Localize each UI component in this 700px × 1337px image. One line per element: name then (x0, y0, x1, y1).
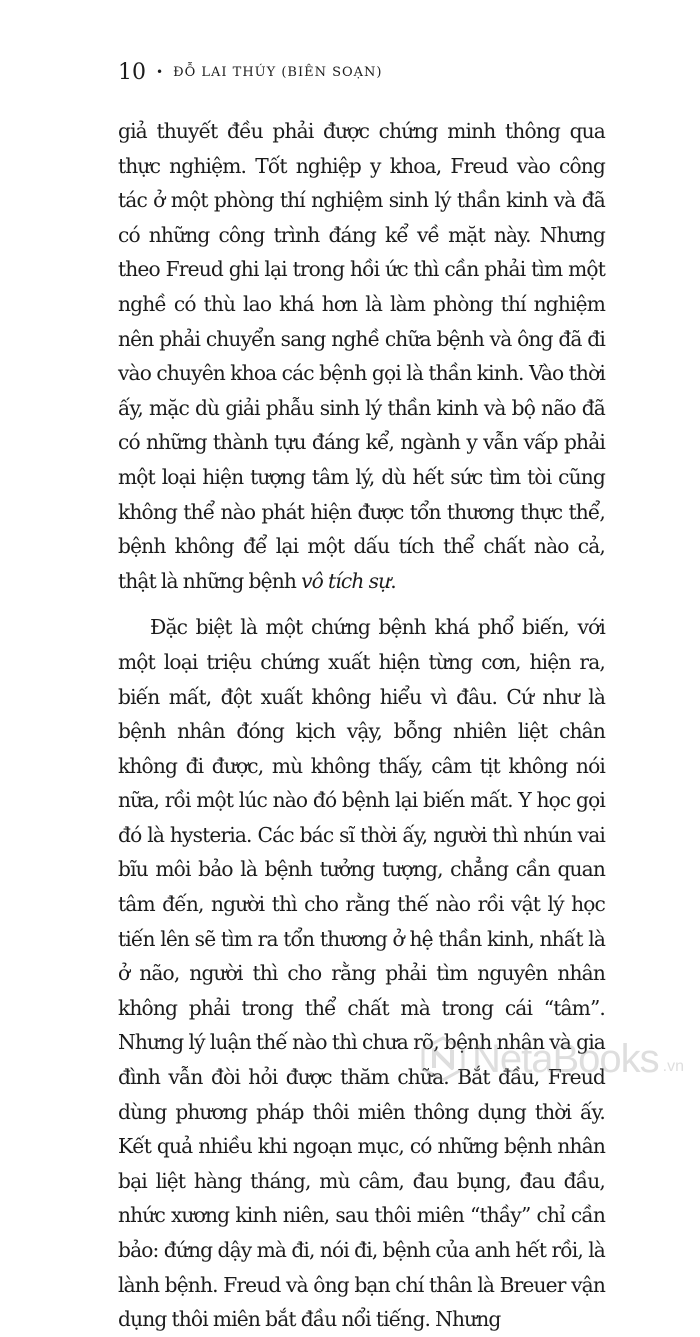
running-head (118, 60, 382, 85)
watermark-suffix: .vn (662, 1058, 684, 1075)
body-text (118, 114, 605, 1337)
paragraph-1-end: . (390, 568, 396, 593)
netabooks-logo-icon (420, 1036, 466, 1082)
watermark-text: NetaBooks (471, 1036, 659, 1081)
paragraph-1-text: giả thuyết đều phải được chứng minh thông qua thực nghiệm. Tốt nghiệp y khoa, Freud vào công tác ở một phòng thí nghiệm sinh lý thần kinh và đã có những công trình đáng kể về mặt này. Nhưng theo Freud ghi lại trong hồi ức thì cần phải tìm một nghề có thù lao khá hơn là làm phòng thí nghiệm nên phải chuyển sang nghề chữa bệnh và ông đã đi vào chuyên khoa các bệnh gọi là thần kinh. Vào thời ấy, mặc dù giải phẫu sinh lý thần kinh và bộ não đã có những thành tựu đáng kể, ngành y vẫn vấp phải một loại hiện tượng tâm lý, dù hết sức tìm tòi cũng không thể nào phát hiện được tổn thương thực thể, bệnh không để lại một dấu tích thể chất nào cả, thật là những bệnh (118, 119, 605, 593)
paragraph-1-italic-term: vô tích sự (301, 568, 391, 593)
paragraph-1 (118, 114, 605, 598)
header-bullet: • (156, 65, 164, 79)
paragraph-2: Đặc biệt là một chứng bệnh khá phổ biến, với một loại triệu chứng xuất hiện từng cơn, hiện ra, biến mất, đột xuất không hiểu vì đâu. Cứ như là bệnh nhân đóng kịch vậy, bỗng nhiên liệt chân không đi được, mù không thấy, câm tịt không nói nữa, rồi một lúc nào đó bệnh lại biến mất. Y học gọi đó là hysteria. Các bác sĩ thời ấy, người thì nhún vai bĩu môi bảo là bệnh tưởng tượng, chẳng cần quan tâm đến, người thì cho rằng thế nào rồi vật lý học tiến lên sẽ tìm ra tổn thương ở hệ thần kinh, nhất là ở não, người thì cho rằng phải tìm nguyên nhân không phải trong thể chất mà trong cái “tâm”. Nhưng lý luận thế nào thì chưa rõ, bệnh nhân và gia đình vẫn đòi hỏi được thăm chữa. Bắt đầu, Freud dùng phương pháp thôi miên thông dụng thời ấy. Kết quả nhiều khi ngoạn mục, có những bệnh nhân bại liệt hàng tháng, mù câm, đau bụng, đau đầu, nhức xương kinh niên, sau thôi miên “thầy” chỉ cần bảo: đứng dậy mà đi, nói đi, bệnh của anh hết rồi, là lành bệnh. Freud và ông bạn chí thân là Breuer vận dụng thôi miên bắt đầu nổi tiếng. Nhưng (118, 615, 605, 1332)
running-head-title: ĐỖ LAI THÚY (BIÊN SOẠN) (173, 65, 383, 80)
page-number: 10 (118, 60, 146, 85)
watermark (420, 1036, 684, 1082)
